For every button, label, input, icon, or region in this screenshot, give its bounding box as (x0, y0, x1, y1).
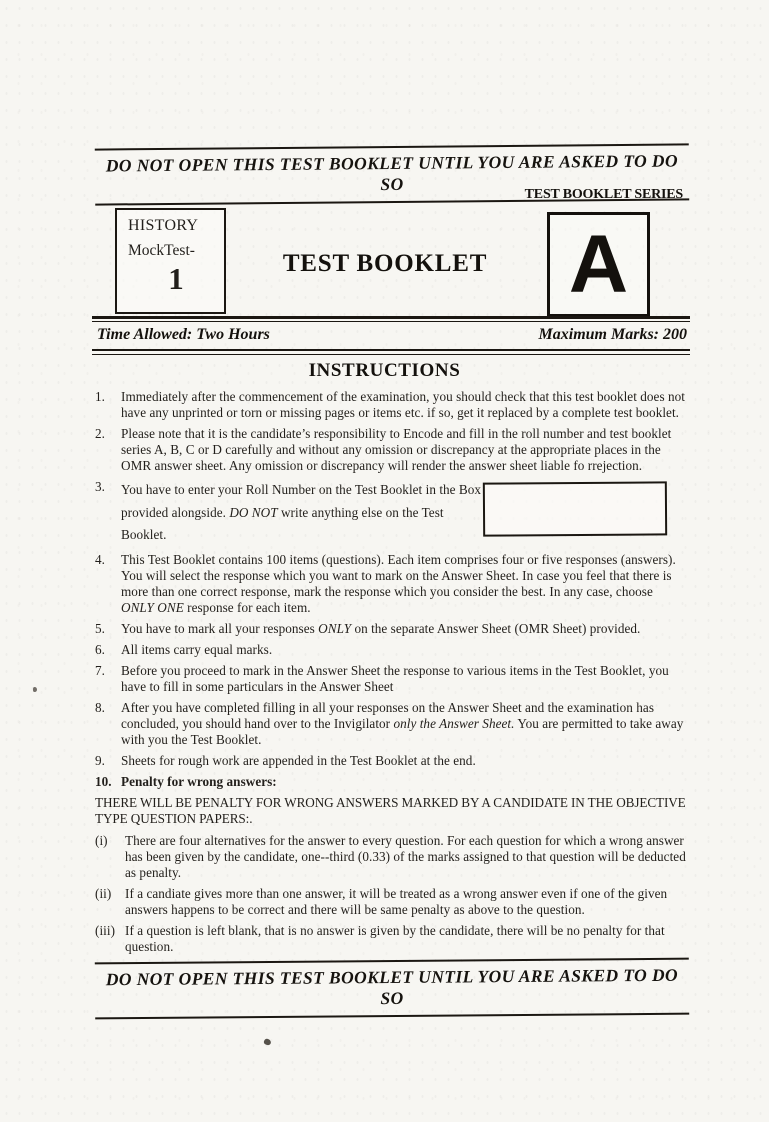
series-label: TEST BOOKLET SERIES (524, 187, 683, 202)
time-allowed: Time Allowed: Two Hours (97, 326, 270, 343)
instruction-number: (i) (95, 833, 108, 849)
instruction-text: Please note that it is the candidate’s responsibility to Encode and fill in the roll number and test booklet series A, B, C or D carefully and without any omission or discrepancy at the appropriate places in the OMR answer sheet. Any omission or discrepancy will render the answer sheet liable fo rrejection. (121, 425, 672, 473)
instruction-text: All items carry equal marks. (121, 641, 273, 657)
horizontal-rule-top (92, 316, 690, 322)
series-letter: A (568, 218, 629, 310)
bottom-warning-banner (95, 958, 689, 1020)
instruction-number: 5. (95, 620, 105, 636)
instruction-item (95, 753, 689, 769)
instruction-item (95, 426, 689, 474)
bottom-warning-text: DO NOT OPEN THIS TEST BOOKLET UNTIL YOU ARE ASKED TO DO SO (105, 964, 679, 1009)
instruction-number: 6. (95, 641, 105, 657)
roll-number-box (483, 481, 667, 536)
instruction-number: 7. (95, 662, 105, 678)
marks-row (97, 326, 687, 344)
mock-test-number: 1 (168, 261, 184, 296)
instruction-item (95, 389, 689, 421)
instructions-list (95, 389, 689, 790)
instruction-number: 8. (95, 699, 105, 715)
instruction-text: If a question is left blank, that is no answer is given by the candidate, there will be no penalty for that question. (125, 923, 665, 955)
subject-name: HISTORY (128, 217, 199, 234)
instruction-number: 3. (95, 478, 105, 494)
instruction-item (95, 923, 689, 955)
instruction-text: Immediately after the commencement of the examination, you should check that this test booklet does not have any unprinted or torn or missing pages or items etc. if so, get it replaced by a complete test booklet. (121, 389, 685, 420)
horizontal-rule-bottom (92, 349, 690, 355)
instruction-number: 4. (95, 551, 105, 567)
instruction-item (95, 833, 689, 881)
penalty-note: THERE WILL BE PENALTY FOR WRONG ANSWERS MARKED BY A CANDIDATE IN THE OBJECTIVE TYPE QUESTION PAPERS:. (95, 794, 686, 826)
instruction-number: 9. (95, 752, 105, 768)
instruction-number: (iii) (95, 923, 116, 939)
instruction-text: Penalty for wrong answers: (121, 773, 277, 789)
instruction-text: Before you proceed to mark in the Answer Sheet the response to various items in the Test Booklet, you have to fill in some particulars in the Answer Sheet (121, 662, 669, 694)
instruction-text: There are four alternatives for the answer to every question. For each question for which a wrong answer has been given by the candidate, one--third (0.33) of the marks assigned to that question will be deducted as penalty. (125, 833, 686, 881)
instruction-item (95, 663, 689, 695)
booklet-title: TEST BOOKLET (282, 250, 488, 277)
instruction-text: Sheets for rough work are appended in the Test Booklet at the end. (121, 752, 476, 768)
instruction-item (95, 642, 689, 658)
instruction-item (95, 774, 689, 790)
instruction-text: You have to mark all your responses ONLY on the separate Answer Sheet (OMR Sheet) provided. (121, 620, 641, 636)
instruction-text: If a candiate gives more than one answer, it will be treated as a wrong answer even if one of the given answers happens to be correct and there will be same penalty as above to the question. (125, 886, 668, 918)
instruction-text: This Test Booklet contains 100 items (questions). Each item comprises four or five responses (answers). You will select the response which you want to mark on the Answer Sheet. In case you feel that there is more than one correct response, mark the response which you consider the best. In any case, choose ONLY ONE response for each item. (121, 551, 676, 615)
instruction-number: 10. (95, 773, 112, 789)
instructions-heading: INSTRUCTIONS (308, 360, 461, 381)
instructions-body (95, 389, 689, 960)
maximum-marks: Maximum Marks: 200 (538, 326, 687, 343)
instruction-text: You have to enter your Roll Number on the Test Booklet in the Box provided alongside. DO NOT write anything else on the Test Booklet. (121, 481, 482, 543)
instruction-text: After you have completed filling in all your responses on the Answer Sheet and the examination has concluded, you should hand over to the Invigilator only the Answer Sheet. You are permitted to take away with you the Test Booklet. (121, 699, 684, 747)
instruction-number: 1. (95, 389, 105, 404)
ink-speck (33, 687, 37, 692)
mock-test-label: MockTest- (128, 242, 195, 259)
subject-box (115, 208, 226, 314)
instruction-item (95, 552, 689, 616)
top-warning-text: DO NOT OPEN THIS TEST BOOKLET UNTIL YOU ARE ASKED TO DO SO (105, 150, 679, 195)
instruction-item (95, 479, 689, 547)
instruction-item (95, 621, 689, 637)
instruction-item (95, 700, 689, 748)
ink-speck (263, 1038, 272, 1046)
series-letter-box (547, 212, 650, 317)
instruction-number: (ii) (95, 886, 112, 902)
instruction-item (95, 886, 689, 918)
penalty-sub-list (95, 833, 689, 955)
instruction-number: 2. (95, 425, 105, 441)
